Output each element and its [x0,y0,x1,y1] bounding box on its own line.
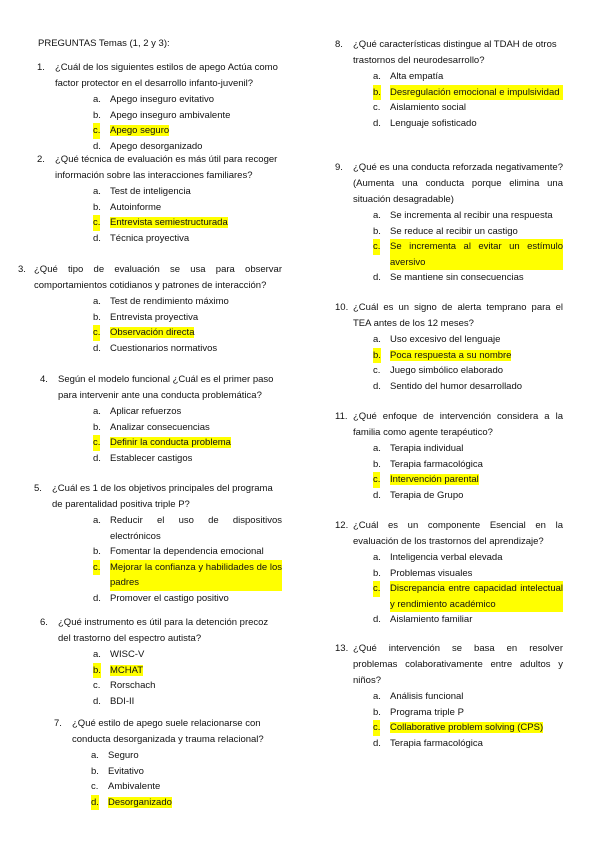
question-text: ¿Qué instrumento es útil para la detención precoz del trastorno del espectro autista? [58,617,269,644]
question-number: 7. [54,718,62,729]
question-number: 8. [335,39,343,50]
option-d[interactable]: d. Cuestionarios normativos [93,342,218,354]
question-13 [335,641,563,751]
option-b[interactable]: b. Fomentar la dependencia emocional [93,546,264,557]
option-d[interactable]: d. Lenguaje sofisticado [373,117,477,129]
question-9 [335,160,563,286]
question-8 [335,37,563,131]
question-number: 11. [335,411,348,422]
option-b[interactable]: b. Autoinforme [93,201,162,213]
option-d[interactable]: d. Establecer castigos [93,452,193,464]
question-text: ¿Cuál es 1 de los objetivos principales del programa de parentalidad positiva triple P? [52,483,273,510]
question-text: ¿Cuál es un signo de alerta temprano para el TEA antes de los 12 meses? [353,302,563,329]
option-d-correct[interactable]: d. Desorganizado [108,795,282,811]
option-d[interactable]: d. Apego desorganizado [93,140,203,152]
option-d[interactable]: d. Terapia de Grupo [373,489,464,501]
option-a[interactable]: a. Inteligencia verbal elevada [373,552,503,563]
page-heading: PREGUNTAS Temas (1, 2 y 3): [38,38,170,49]
question-5 [34,481,282,606]
question-number: 4. [40,374,48,385]
question-text: ¿Cuál de los siguientes estilos de apego Actúa como factor protector en el desarrollo infanto-juvenil? [55,62,278,89]
option-a[interactable]: a. Alta empatía [373,71,444,82]
question-1 [37,60,281,154]
option-a[interactable]: a. Uso excesivo del lenguaje [373,334,501,345]
option-c-correct[interactable]: c. Mejorar la confianza y habilidades de los padres [110,560,282,591]
option-b[interactable]: b. Analizar consecuencias [93,421,210,433]
option-a[interactable]: a. Terapia individual [373,443,464,454]
question-text: ¿Cuál es un componente Esencial en la evaluación de los trastornos del aprendizaje? [353,520,563,547]
question-number: 9. [335,162,343,173]
question-text: ¿Qué es una conducta reforzada negativamente? (Aumenta una conducta porque elimina una situación desagradable) [353,162,563,205]
option-b[interactable]: b. Terapia farmacológica [373,458,483,470]
option-b[interactable]: b. Evitativo [91,765,144,777]
option-c[interactable]: c. Ambivalente [91,781,161,792]
question-number: 12. [335,520,349,531]
question-text: ¿Qué intervención se basa en resolver problemas colaborativamente entre adultos y niños? [353,643,563,686]
option-d[interactable]: d. Aislamiento familiar [373,614,473,625]
question-2 [37,152,281,246]
option-d[interactable]: d. Promover el castigo positivo [93,592,229,604]
question-number: 5. [34,483,42,494]
option-c-correct[interactable]: c. Collaborative problem solving (CPS) [390,720,563,736]
question-text: ¿Qué estilo de apego suele relacionarse con conducta desorganizada y trauma relacional? [72,718,264,745]
option-c-correct[interactable]: c. Discrepancia entre capacidad intelectual y rendimiento académico [390,581,563,612]
option-a[interactable]: a. Reducir el uso de dispositivos electrónicos [93,515,282,542]
question-text: ¿Qué tipo de evaluación se usa para observar comportamientos cotidianos y patrones de interacción? [34,264,282,291]
option-d[interactable]: d. Se mantiene sin consecuencias [373,272,524,283]
question-3 [18,262,282,356]
question-number: 3. [18,264,26,275]
question-number: 6. [40,617,48,628]
question-11 [335,409,563,503]
question-6 [40,615,282,709]
option-b[interactable]: b. Programa triple P [373,706,464,718]
question-number: 10. [335,302,349,313]
option-d[interactable]: d. BDI-II [93,695,135,707]
option-a[interactable]: a. Análisis funcional [373,691,464,702]
option-c-correct[interactable]: c. Intervención parental [390,472,563,488]
question-number: 13. [335,643,349,654]
question-text: ¿Qué enfoque de intervención considera a la familia como agente terapéutico? [353,411,563,438]
option-d[interactable]: d. Técnica proyectiva [93,232,190,244]
question-7 [54,716,282,810]
question-number: 2. [37,154,45,165]
option-c[interactable]: c. Juego simbólico elaborado [373,365,504,376]
option-d[interactable]: d. Terapia farmacológica [373,737,483,749]
option-b[interactable]: b. Se reduce al recibir un castigo [373,225,518,237]
option-a[interactable]: a. Se incrementa al recibir una respuesta [373,210,553,221]
option-b-correct[interactable]: b. Desregulación emocional e impulsividad [390,85,563,101]
option-a[interactable]: a. Apego inseguro evitativo [93,94,215,105]
option-c[interactable]: c. Aislamiento social [373,102,467,113]
question-10 [335,300,563,394]
option-b[interactable]: b. Entrevista proyectiva [93,311,199,323]
option-d[interactable]: d. Sentido del humor desarrollado [373,380,523,392]
option-b-correct[interactable]: b. Poca respuesta a su nombre [390,348,563,364]
option-a[interactable]: a. Seguro [91,750,139,761]
option-a[interactable]: a. WISC-V [93,649,145,660]
option-c-correct[interactable]: c. Entrevista semiestructurada [110,215,281,231]
option-b[interactable]: b. Apego inseguro ambivalente [93,109,231,121]
option-b-correct[interactable]: b. MCHAT [110,663,282,679]
option-a[interactable]: a. Aplicar refuerzos [93,406,182,417]
option-c-correct[interactable]: c. Apego seguro [110,123,281,139]
option-a[interactable]: a. Test de rendimiento máximo [93,296,229,307]
option-a[interactable]: a. Test de inteligencia [93,186,191,197]
question-text: ¿Qué características distingue al TDAH de otros trastornos del neurodesarrollo? [353,39,557,66]
question-12 [335,518,563,628]
option-b[interactable]: b. Problemas visuales [373,567,473,579]
option-c-correct[interactable]: c. Se incrementa al evitar un estímulo aversivo [390,239,563,270]
question-number: 1. [37,62,45,73]
option-c-correct[interactable]: c. Definir la conducta problema [110,435,282,451]
option-c[interactable]: c. Rorschach [93,680,156,691]
question-text: Según el modelo funcional ¿Cuál es el primer paso para intervenir ante una conducta problemática? [58,374,274,401]
option-c-correct[interactable]: c. Observación directa [110,325,282,341]
question-4 [40,372,282,466]
question-text: ¿Qué técnica de evaluación es más útil para recoger información sobre las interacciones familiares? [55,154,278,181]
